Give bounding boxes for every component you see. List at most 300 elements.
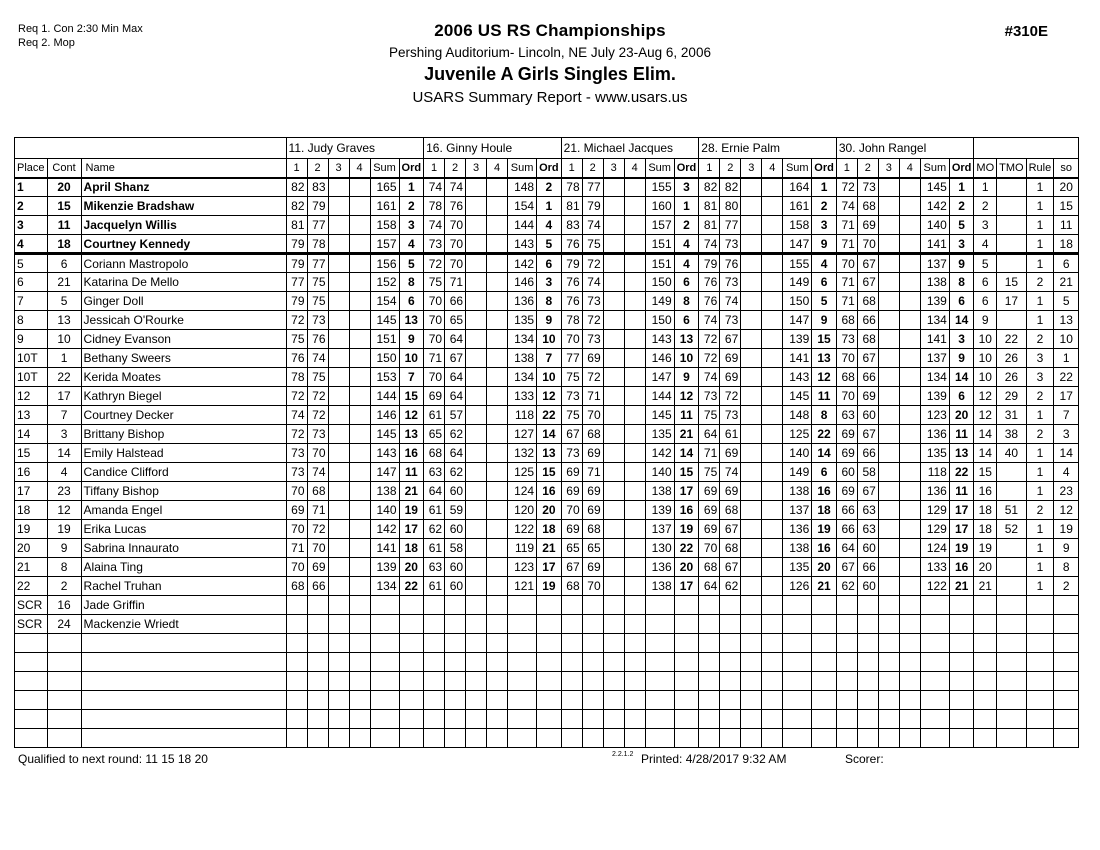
contestant-number-cell: 9 — [47, 539, 81, 558]
judge-ordinal-cell: 15 — [399, 387, 424, 406]
judge-score-cell: 73 — [424, 235, 445, 254]
judge-score-cell: 77 — [582, 178, 603, 197]
judge-sum-cell: 125 — [508, 463, 537, 482]
judge-score-cell — [508, 672, 537, 691]
judge-score-cell — [487, 197, 508, 216]
tmo-cell: 26 — [997, 349, 1026, 368]
judge-ordinal-cell: 17 — [949, 501, 974, 520]
judge-score-cell: 63 — [836, 406, 857, 425]
judge-subcolumn-header: 2 — [582, 159, 603, 178]
judge-score-cell — [899, 634, 920, 653]
judge-score-cell — [624, 254, 645, 273]
judge-score-cell: 68 — [836, 311, 857, 330]
judge-sum-cell: 142 — [508, 254, 537, 273]
judge-sum-cell: 130 — [645, 539, 674, 558]
result-row — [15, 330, 1079, 349]
judge-ordinal-cell: 8 — [949, 273, 974, 292]
judge-score-cell: 60 — [445, 520, 466, 539]
judge-sum-cell: 137 — [920, 254, 949, 273]
contestant-number-cell — [47, 729, 81, 748]
tmo-cell — [997, 539, 1026, 558]
contestant-number-cell: 6 — [47, 254, 81, 273]
judge-score-cell — [603, 691, 624, 710]
judge-subcolumn-header: 1 — [424, 159, 445, 178]
judge-score-cell: 82 — [286, 178, 307, 197]
judge-ordinal-cell: 7 — [537, 349, 562, 368]
mo-cell: 6 — [974, 273, 997, 292]
judge-subcolumn-header: 4 — [349, 159, 370, 178]
judge-ordinal-cell: 15 — [674, 463, 699, 482]
judge-sum-cell: 139 — [920, 292, 949, 311]
judge-score-cell: 70 — [424, 368, 445, 387]
judge-subcolumn-header: Sum — [783, 159, 812, 178]
judge-score-cell — [603, 463, 624, 482]
judge-score-cell — [582, 710, 603, 729]
judge-score-cell: 67 — [720, 520, 741, 539]
judge-score-cell: 72 — [699, 330, 720, 349]
judge-score-cell — [561, 653, 582, 672]
judge-score-cell — [349, 235, 370, 254]
judge-score-cell — [561, 710, 582, 729]
judge-score-cell — [349, 197, 370, 216]
judge-score-cell: 62 — [445, 463, 466, 482]
place-cell: 18 — [15, 501, 48, 520]
contestant-number-cell: 2 — [47, 577, 81, 596]
rule-cell: 2 — [1026, 501, 1054, 520]
judge-score-cell — [603, 558, 624, 577]
mo-cell: 16 — [974, 482, 997, 501]
judge-score-cell: 81 — [699, 216, 720, 235]
mo-cell: 18 — [974, 501, 997, 520]
judge-score-cell — [899, 520, 920, 539]
stat-cell — [1054, 710, 1079, 729]
judge-score-cell: 64 — [445, 330, 466, 349]
judge-score-cell — [328, 254, 349, 273]
judge-score-cell — [349, 539, 370, 558]
judge-score-cell — [878, 178, 899, 197]
stat-cell — [997, 634, 1026, 653]
judge-score-cell — [899, 273, 920, 292]
judge-score-cell — [624, 615, 645, 634]
judge-ordinal-cell — [399, 729, 424, 748]
contestant-number-cell — [47, 672, 81, 691]
so-cell: 19 — [1054, 520, 1079, 539]
judge-score-cell: 69 — [307, 558, 328, 577]
judge-score-cell — [741, 444, 762, 463]
judge-score-cell — [783, 729, 812, 748]
tmo-cell: 29 — [997, 387, 1026, 406]
skater-name-cell: Mackenzie Wriedt — [81, 615, 286, 634]
judge-score-cell: 69 — [582, 558, 603, 577]
judge-ordinal-cell: 9 — [399, 330, 424, 349]
judge-score-cell — [783, 653, 812, 672]
judge-ordinal-cell — [537, 729, 562, 748]
judge-score-cell — [466, 672, 487, 691]
judge-score-cell — [878, 216, 899, 235]
judge-score-cell — [349, 691, 370, 710]
judge-score-cell — [370, 729, 399, 748]
judge-score-cell — [699, 710, 720, 729]
judge-score-cell — [603, 292, 624, 311]
judge-score-cell: 72 — [582, 368, 603, 387]
judge-ordinal-cell — [537, 596, 562, 615]
judge-score-cell — [466, 311, 487, 330]
judge-score-cell — [603, 178, 624, 197]
judge-score-cell — [349, 672, 370, 691]
judge-score-cell — [466, 653, 487, 672]
judge-score-cell: 72 — [836, 178, 857, 197]
place-cell: 15 — [15, 444, 48, 463]
judge-score-cell — [487, 710, 508, 729]
judge-score-cell — [741, 596, 762, 615]
judge-score-cell — [899, 501, 920, 520]
stat-cell — [1026, 672, 1054, 691]
contestant-number-cell: 15 — [47, 197, 81, 216]
judge-ordinal-cell: 21 — [399, 482, 424, 501]
so-cell: 6 — [1054, 254, 1079, 273]
judge-score-cell: 70 — [582, 406, 603, 425]
judge-score-cell — [762, 615, 783, 634]
judge-sum-cell: 144 — [370, 387, 399, 406]
judge-score-cell — [878, 197, 899, 216]
judge-ordinal-cell: 8 — [537, 292, 562, 311]
judge-score-cell — [624, 235, 645, 254]
judge-score-cell — [836, 634, 857, 653]
so-cell: 5 — [1054, 292, 1079, 311]
judge-score-cell — [899, 482, 920, 501]
judge-score-cell: 70 — [286, 482, 307, 501]
judge-score-cell — [783, 634, 812, 653]
place-cell: 22 — [15, 577, 48, 596]
judge-score-cell — [286, 672, 307, 691]
judge-ordinal-cell — [674, 672, 699, 691]
judge-ordinal-cell: 20 — [537, 501, 562, 520]
judge-score-cell — [466, 710, 487, 729]
judge-ordinal-cell: 21 — [812, 577, 837, 596]
place-cell: 16 — [15, 463, 48, 482]
judge-score-cell — [328, 444, 349, 463]
result-row — [15, 368, 1079, 387]
rule-cell: 1 — [1026, 254, 1054, 273]
judge-ordinal-cell: 22 — [949, 463, 974, 482]
judge-subcolumn-header: 3 — [878, 159, 899, 178]
judge-subcolumn-header: Ord — [537, 159, 562, 178]
judge-score-cell — [349, 520, 370, 539]
judge-score-cell: 64 — [445, 368, 466, 387]
judge-score-cell — [307, 691, 328, 710]
contestant-number-cell — [47, 691, 81, 710]
judge-score-cell — [878, 368, 899, 387]
judge-sum-cell: 138 — [645, 482, 674, 501]
judge-score-cell — [762, 425, 783, 444]
judge-score-cell: 82 — [286, 197, 307, 216]
skater-name-cell — [81, 634, 286, 653]
tmo-cell — [997, 596, 1026, 615]
judge-score-cell — [286, 596, 307, 615]
judge-score-cell: 63 — [424, 558, 445, 577]
judge-score-cell — [582, 729, 603, 748]
judge-score-cell — [899, 596, 920, 615]
judge-score-cell — [699, 634, 720, 653]
judge-score-cell: 67 — [720, 558, 741, 577]
judge-score-cell — [741, 406, 762, 425]
judge-score-cell — [603, 729, 624, 748]
judge-score-cell — [487, 216, 508, 235]
judge-name-header: 11. Judy Graves — [286, 138, 424, 159]
judge-subcolumn-header: 4 — [624, 159, 645, 178]
judge-score-cell — [603, 254, 624, 273]
judge-ordinal-cell: 8 — [674, 292, 699, 311]
judge-score-cell: 69 — [699, 520, 720, 539]
event-name: Juvenile A Girls Singles Elim. — [424, 64, 676, 84]
judge-score-cell: 69 — [582, 444, 603, 463]
judge-score-cell — [920, 710, 949, 729]
judge-score-cell — [624, 729, 645, 748]
judge-score-cell — [899, 235, 920, 254]
judge-score-cell — [307, 710, 328, 729]
judge-subcolumn-header: 3 — [603, 159, 624, 178]
so-cell: 8 — [1054, 558, 1079, 577]
stat-column-header: Rule — [1026, 159, 1054, 178]
skater-name-cell — [81, 710, 286, 729]
judge-sum-cell: 150 — [645, 311, 674, 330]
judge-score-cell: 75 — [307, 292, 328, 311]
judge-score-cell: 67 — [857, 273, 878, 292]
judge-score-cell — [487, 501, 508, 520]
judge-score-cell — [741, 273, 762, 292]
judge-score-cell — [857, 729, 878, 748]
place-cell — [15, 710, 48, 729]
judge-score-cell — [899, 463, 920, 482]
judge-ordinal-cell: 3 — [949, 235, 974, 254]
judge-score-cell: 72 — [582, 311, 603, 330]
judge-sum-cell: 139 — [645, 501, 674, 520]
judge-score-cell — [920, 634, 949, 653]
judge-score-cell — [603, 672, 624, 691]
rule-cell — [1026, 615, 1054, 634]
judge-sum-cell: 134 — [508, 330, 537, 349]
judge-score-cell — [878, 425, 899, 444]
judge-ordinal-cell: 22 — [674, 539, 699, 558]
judge-ordinal-cell: 20 — [399, 558, 424, 577]
judge-score-cell — [741, 292, 762, 311]
judge-score-cell: 63 — [857, 501, 878, 520]
judge-score-cell — [878, 520, 899, 539]
mo-cell — [974, 615, 997, 634]
judge-score-cell — [603, 387, 624, 406]
judge-score-cell — [286, 634, 307, 653]
judge-score-cell — [466, 406, 487, 425]
judge-score-cell: 60 — [857, 577, 878, 596]
judge-score-cell — [286, 729, 307, 748]
judge-sum-cell: 140 — [645, 463, 674, 482]
judge-score-cell: 74 — [307, 463, 328, 482]
rule-cell: 1 — [1026, 406, 1054, 425]
judge-score-cell — [328, 330, 349, 349]
judge-score-cell — [899, 216, 920, 235]
tmo-cell: 26 — [997, 368, 1026, 387]
judge-sum-cell: 134 — [508, 368, 537, 387]
judge-sum-cell: 119 — [508, 539, 537, 558]
judge-ordinal-cell — [537, 615, 562, 634]
judge-score-cell — [307, 615, 328, 634]
judge-score-cell — [286, 710, 307, 729]
skater-name-cell: Kathryn Biegel — [81, 387, 286, 406]
judge-score-cell — [561, 729, 582, 748]
judge-score-cell: 74 — [720, 463, 741, 482]
judge-score-cell — [899, 558, 920, 577]
place-column-header: Place — [15, 159, 48, 178]
judge-sum-cell: 151 — [645, 254, 674, 273]
cont-column-header: Cont — [47, 159, 81, 178]
rule-cell: 2 — [1026, 425, 1054, 444]
mo-cell: 12 — [974, 387, 997, 406]
report-type: USARS Summary Report - www.usars.us — [412, 89, 688, 106]
judge-ordinal-cell: 13 — [949, 444, 974, 463]
skater-name-cell: Kerida Moates — [81, 368, 286, 387]
judge-subcolumn-header: 1 — [699, 159, 720, 178]
skater-name-cell: Emily Halstead — [81, 444, 286, 463]
judge-score-cell: 68 — [424, 444, 445, 463]
place-cell: SCR — [15, 596, 48, 615]
result-row — [15, 539, 1079, 558]
judge-score-cell: 79 — [286, 235, 307, 254]
judge-score-cell: 68 — [582, 520, 603, 539]
judge-score-cell — [487, 273, 508, 292]
mo-cell: 2 — [974, 197, 997, 216]
empty-row — [15, 672, 1079, 691]
judge-score-cell — [349, 596, 370, 615]
judge-score-cell — [741, 501, 762, 520]
judge-ordinal-cell — [812, 634, 837, 653]
rule-cell: 1 — [1026, 235, 1054, 254]
judge-subcolumn-header: 1 — [561, 159, 582, 178]
judge-score-cell: 63 — [857, 520, 878, 539]
judge-score-cell — [487, 292, 508, 311]
place-cell: 10T — [15, 368, 48, 387]
judge-score-cell — [328, 482, 349, 501]
judge-sum-cell: 129 — [920, 501, 949, 520]
judge-score-cell — [762, 482, 783, 501]
judge-sum-cell: 151 — [645, 235, 674, 254]
judge-score-cell: 77 — [307, 254, 328, 273]
judge-ordinal-cell — [949, 653, 974, 672]
contestant-number-cell: 11 — [47, 216, 81, 235]
judge-score-cell — [603, 653, 624, 672]
judge-score-cell: 62 — [424, 520, 445, 539]
judge-score-cell: 70 — [307, 444, 328, 463]
stat-cell — [997, 691, 1026, 710]
judge-score-cell — [582, 615, 603, 634]
judge-score-cell: 67 — [561, 425, 582, 444]
place-cell: 21 — [15, 558, 48, 577]
judge-score-cell: 70 — [561, 501, 582, 520]
so-cell — [1054, 596, 1079, 615]
judge-score-cell — [899, 425, 920, 444]
place-cell: 2 — [15, 197, 48, 216]
place-cell — [15, 691, 48, 710]
venue-line: Pershing Auditorium- Lincoln, NE July 23-Aug 6, 2006 — [389, 45, 711, 60]
judge-score-cell — [920, 691, 949, 710]
judge-sum-cell: 160 — [645, 197, 674, 216]
judge-ordinal-cell — [537, 653, 562, 672]
judge-score-cell — [424, 710, 445, 729]
stat-cell — [1026, 729, 1054, 748]
judge-score-cell: 69 — [582, 501, 603, 520]
judge-ordinal-cell: 12 — [537, 387, 562, 406]
skater-name-cell: Bethany Sweers — [81, 349, 286, 368]
stat-cell — [997, 672, 1026, 691]
judge-ordinal-cell: 3 — [537, 273, 562, 292]
judge-score-cell — [624, 539, 645, 558]
judge-score-cell: 61 — [424, 406, 445, 425]
stat-cell — [1054, 729, 1079, 748]
column-header-row — [15, 159, 1079, 178]
judge-score-cell — [603, 349, 624, 368]
judge-ordinal-cell: 19 — [812, 520, 837, 539]
judge-score-cell: 70 — [561, 330, 582, 349]
judge-sum-cell: 139 — [370, 558, 399, 577]
judge-sum-cell — [783, 615, 812, 634]
judge-ordinal-cell: 9 — [674, 368, 699, 387]
judge-score-cell — [878, 444, 899, 463]
judge-ordinal-cell: 15 — [537, 463, 562, 482]
judge-score-cell: 71 — [836, 235, 857, 254]
judge-ordinal-cell — [812, 596, 837, 615]
judge-ordinal-cell: 6 — [949, 387, 974, 406]
printed-timestamp: Printed: 4/28/2017 9:32 AM — [641, 752, 787, 766]
judge-score-cell — [466, 501, 487, 520]
judge-ordinal-cell: 1 — [399, 178, 424, 197]
judge-score-cell — [920, 672, 949, 691]
judge-sum-cell: 139 — [920, 387, 949, 406]
stat-cell — [974, 634, 997, 653]
so-cell: 18 — [1054, 235, 1079, 254]
stat-cell — [1026, 710, 1054, 729]
place-cell: 1 — [15, 178, 48, 197]
judge-ordinal-cell: 12 — [399, 406, 424, 425]
judge-score-cell: 74 — [424, 216, 445, 235]
judge-subcolumn-header: 4 — [487, 159, 508, 178]
judge-score-cell — [899, 349, 920, 368]
judge-sum-cell: 138 — [645, 577, 674, 596]
judge-ordinal-cell: 1 — [812, 178, 837, 197]
judge-score-cell — [878, 254, 899, 273]
judge-score-cell — [370, 672, 399, 691]
judge-ordinal-cell: 18 — [812, 501, 837, 520]
judge-header-row — [15, 138, 1079, 159]
judge-score-cell — [624, 444, 645, 463]
skater-name-cell: Rachel Truhan — [81, 577, 286, 596]
judge-score-cell — [762, 463, 783, 482]
contestant-number-cell: 12 — [47, 501, 81, 520]
judge-subcolumn-header: 3 — [466, 159, 487, 178]
judge-score-cell — [624, 178, 645, 197]
judge-sum-cell: 147 — [783, 311, 812, 330]
judge-ordinal-cell: 6 — [949, 292, 974, 311]
judge-score-cell: 81 — [561, 197, 582, 216]
judge-score-cell — [783, 710, 812, 729]
judge-score-cell — [487, 691, 508, 710]
judge-score-cell — [762, 368, 783, 387]
judge-score-cell — [741, 691, 762, 710]
judge-score-cell — [466, 330, 487, 349]
so-cell: 21 — [1054, 273, 1079, 292]
judge-score-cell — [582, 596, 603, 615]
judge-score-cell — [349, 254, 370, 273]
judge-ordinal-cell: 16 — [399, 444, 424, 463]
stat-column-header: MO — [974, 159, 997, 178]
